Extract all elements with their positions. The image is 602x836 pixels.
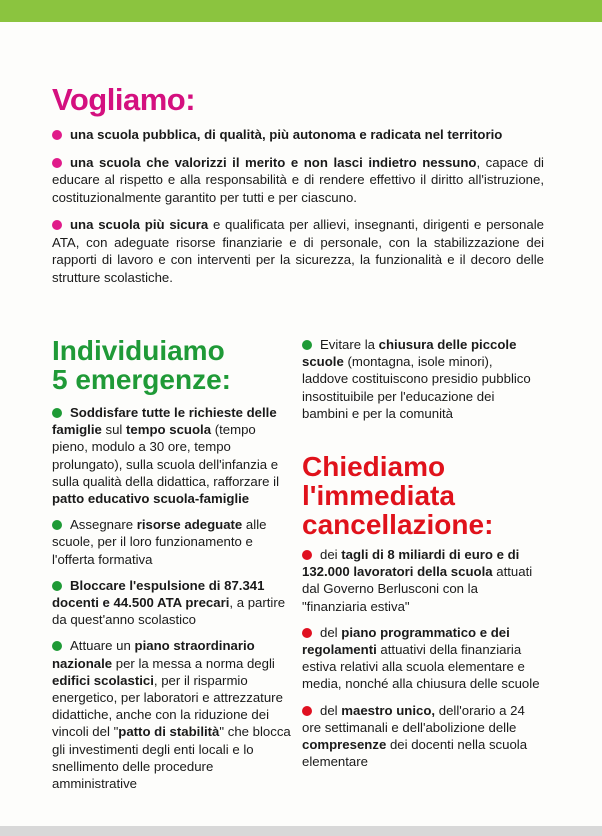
chiediamo-item xyxy=(302,624,540,693)
text: , per il risparmio energetico, per laboratori e attrezzature didattiche, anche con la riduzione dei vincoli del " xyxy=(52,672,283,740)
bold-text: piano programmatico e dei regolamenti xyxy=(302,624,510,658)
bold-text: una scuola più sicura xyxy=(70,217,209,232)
text: , capace di educare al rispetto e alla responsabilità e di rendere effettivo il diritto all'istruzione, costituzionalmente garantito per tutti e per ciascuno. xyxy=(52,154,544,205)
emergenza-item xyxy=(52,516,292,568)
bottom-bar xyxy=(0,826,602,836)
bold-text: Soddisfare tutte le richieste delle famiglie xyxy=(52,405,277,438)
text: " che blocca gli investimenti degli enti locali e lo snellimento delle procedure amministrative xyxy=(52,724,291,792)
chiediamo-item xyxy=(302,702,540,771)
bullet-icon xyxy=(52,581,62,591)
bold-text: edifici scolastici xyxy=(52,672,154,688)
bold-text: una scuola che valorizzi il merito e non lasci indietro nessuno xyxy=(70,154,477,170)
chiediamo-heading: Chiediamo l'immediata cancellazione: xyxy=(302,451,494,540)
vogliamo-list xyxy=(52,126,544,296)
text: alle scuole, per il loro funzionamento e l'offerta formativa xyxy=(52,517,267,567)
emergenze-heading: Individuiamo 5 emergenze: xyxy=(52,335,231,395)
bold-text: Bloccare l'espulsione di 87.341 docenti e 44.500 ATA precari xyxy=(52,577,265,611)
emergenze-list-continued xyxy=(302,336,540,431)
bold-text: chiusura delle piccole scuole xyxy=(302,337,517,370)
vogliamo-item xyxy=(52,216,544,286)
text: , a partire da quest'anno scolastico xyxy=(52,595,286,628)
top-green-bar xyxy=(0,0,602,22)
emergenza-item xyxy=(52,577,292,629)
bold-text: una scuola pubblica, di qualità, più autonoma e radicata nel territorio xyxy=(70,127,503,142)
text: Assegnare xyxy=(70,517,137,533)
text: attuati dal Governo Berlusconi con la "finanziaria estiva" xyxy=(302,564,533,614)
emergenza-item xyxy=(52,637,292,792)
bullet-icon xyxy=(52,520,62,530)
text: e qualificata per allievi, insegnanti, dirigenti e personale ATA, con adeguate risorse finanziarie e di personale, con la stabilizzazione dei rapporti di lavoro e con interventi per la sicurezza, la funzionalità e il decoro delle strutture scolastiche. xyxy=(52,217,544,285)
text: sul xyxy=(101,422,127,438)
bullet-icon xyxy=(52,158,62,168)
bullet-icon xyxy=(302,340,312,350)
bold-text: maestro unico, xyxy=(341,702,436,718)
text: (montagna, isole minori), laddove costituiscono presidio pubblico insostituibile per l'educazione dei bambini e per la comunità xyxy=(302,354,531,421)
text: (tempo pieno, modulo a 30 ore, tempo prolungato), sulla scuola dell'infanzia e sulla qualità della didattica, rafforzare il xyxy=(52,422,280,489)
text: attuativi della finanziaria estiva relativi alla scuola elementare e media, nonché alla chiusura delle scuole xyxy=(302,642,540,692)
bold-text: patto di stabilità xyxy=(118,724,220,740)
text: dei docenti nella scuola elementare xyxy=(302,737,528,770)
vogliamo-item xyxy=(52,154,544,207)
chiediamo-list xyxy=(302,546,540,779)
bullet-icon xyxy=(302,628,312,638)
bullet-icon xyxy=(302,706,312,716)
emergenza-item xyxy=(52,404,292,507)
bold-text: compresenze xyxy=(302,737,387,753)
emergenze-list xyxy=(52,404,292,801)
vogliamo-heading: Vogliamo: xyxy=(52,82,196,117)
text: Evitare la xyxy=(320,337,379,352)
bullet-icon xyxy=(52,408,62,418)
chiediamo-item xyxy=(302,546,540,615)
bold-text: patto educativo scuola-famiglie xyxy=(52,491,250,507)
text: del xyxy=(320,624,342,640)
text: del xyxy=(320,702,342,718)
bullet-icon xyxy=(52,641,62,651)
bullet-icon xyxy=(52,220,62,230)
bullet-icon xyxy=(302,550,312,560)
bold-text: risorse adeguate xyxy=(136,517,243,533)
vogliamo-item xyxy=(52,126,544,144)
text: dell'orario a 24 ore settimanali e dell'abolizione delle xyxy=(302,702,525,735)
text: Attuare un xyxy=(70,638,135,654)
bold-text: tagli di 8 miliardi di euro e di 132.000 lavoratori della scuola xyxy=(302,547,520,580)
text: dei xyxy=(320,547,342,562)
text: per la messa a norma degli xyxy=(112,655,275,671)
bold-text: piano straordinario nazionale xyxy=(52,638,255,671)
emergenza-item xyxy=(302,336,540,422)
bold-text: tempo scuola xyxy=(126,422,212,438)
bullet-icon xyxy=(52,130,62,140)
